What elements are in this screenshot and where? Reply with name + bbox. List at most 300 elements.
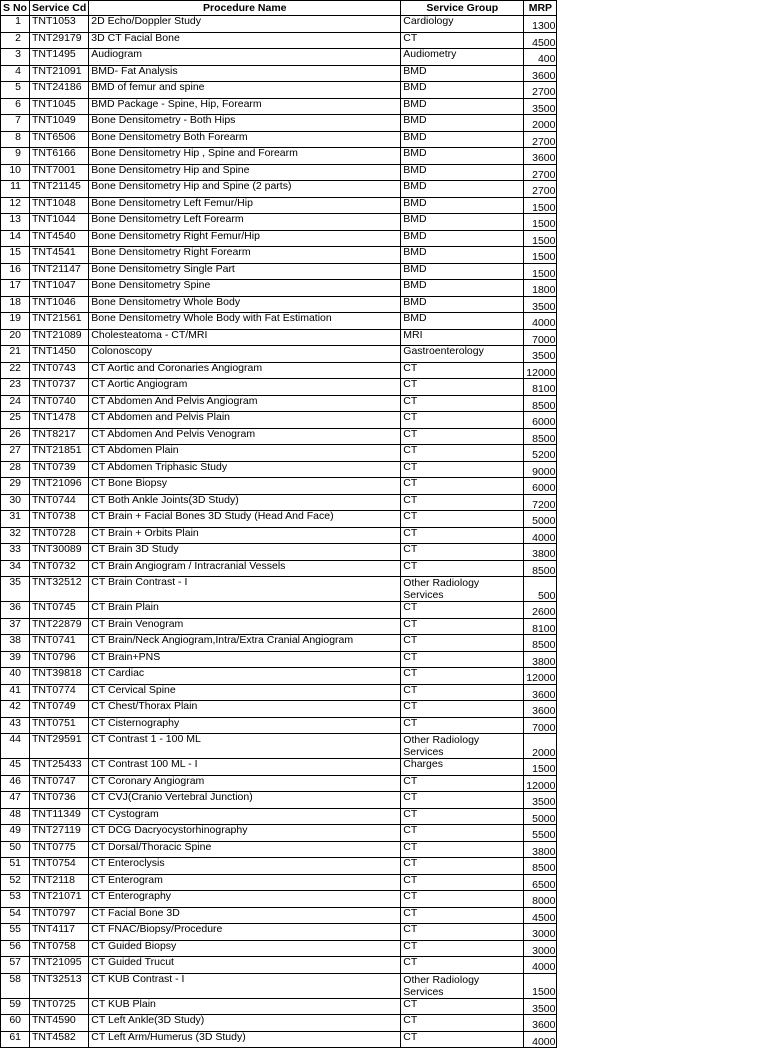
cell-service-group: CT: [401, 998, 524, 1015]
cell-procedure-name: CT Abdomen And Pelvis Venogram: [89, 428, 401, 445]
cell-service-cd: TNT21089: [30, 329, 89, 346]
cell-s-no: 54: [1, 907, 30, 924]
cell-procedure-name: CT DCG Dacryocystorhinography: [89, 825, 401, 842]
cell-mrp: 3600: [524, 148, 557, 165]
table-row: [1, 214, 557, 231]
cell-mrp: 2700: [524, 131, 557, 148]
cell-service-cd: TNT0738: [30, 511, 89, 528]
cell-service-group: CT: [401, 858, 524, 875]
cell-service-cd: TNT1049: [30, 115, 89, 132]
cell-procedure-name: Bone Densitometry Hip and Spine: [89, 164, 401, 181]
cell-service-cd: TNT11349: [30, 808, 89, 825]
cell-service-cd: TNT21071: [30, 891, 89, 908]
cell-mrp: 2700: [524, 82, 557, 99]
cell-procedure-name: CT Enterography: [89, 891, 401, 908]
cell-service-group: [401, 973, 524, 998]
cell-mrp: 2700: [524, 181, 557, 198]
cell-s-no: 19: [1, 313, 30, 330]
cell-procedure-name: CT Both Ankle Joints(3D Study): [89, 494, 401, 511]
cell-service-cd: TNT1053: [30, 16, 89, 33]
cell-service-group: CT: [401, 808, 524, 825]
cell-service-group: CT: [401, 775, 524, 792]
cell-service-group: Charges: [401, 759, 524, 776]
table-row: [1, 32, 557, 49]
cell-service-group: CT: [401, 461, 524, 478]
table-row: [1, 230, 557, 247]
table-row: [1, 858, 557, 875]
cell-mrp: 1500: [524, 197, 557, 214]
cell-procedure-name: Bone Densitometry Whole Body: [89, 296, 401, 313]
cell-service-group: MRI: [401, 329, 524, 346]
cell-procedure-name: BMD- Fat Analysis: [89, 65, 401, 82]
table-row: [1, 461, 557, 478]
cell-mrp: 1500: [524, 230, 557, 247]
table-row: [1, 362, 557, 379]
cell-service-group: BMD: [401, 148, 524, 165]
cell-mrp: 4500: [524, 907, 557, 924]
cell-service-group: CT: [401, 395, 524, 412]
cell-service-cd: TNT22879: [30, 618, 89, 635]
cell-service-cd: TNT0732: [30, 560, 89, 577]
cell-mrp: 8100: [524, 379, 557, 396]
cell-service-group: CT: [401, 684, 524, 701]
table-row: [1, 148, 557, 165]
table-row: [1, 701, 557, 718]
cell-s-no: 11: [1, 181, 30, 198]
cell-s-no: 39: [1, 651, 30, 668]
cell-service-cd: TNT29179: [30, 32, 89, 49]
cell-service-cd: TNT21091: [30, 65, 89, 82]
cell-s-no: 26: [1, 428, 30, 445]
cell-s-no: 32: [1, 527, 30, 544]
cell-service-cd: TNT32513: [30, 973, 89, 998]
cell-mrp: 3500: [524, 998, 557, 1015]
cell-mrp: 1500: [524, 759, 557, 776]
cell-mrp: 2600: [524, 602, 557, 619]
cell-service-group: CT: [401, 478, 524, 495]
table-row: [1, 734, 557, 759]
table-row: [1, 998, 557, 1015]
cell-mrp: 3800: [524, 544, 557, 561]
table-row: [1, 313, 557, 330]
cell-procedure-name: CT Brain Venogram: [89, 618, 401, 635]
cell-procedure-name: CT Left Arm/Humerus (3D Study): [89, 1031, 401, 1048]
cell-procedure-name: Colonoscopy: [89, 346, 401, 363]
cell-procedure-name: CT Cardiac: [89, 668, 401, 685]
cell-service-cd: TNT1478: [30, 412, 89, 429]
table-row: [1, 511, 557, 528]
cell-s-no: 59: [1, 998, 30, 1015]
cell-service-group: BMD: [401, 82, 524, 99]
cell-service-group: CT: [401, 445, 524, 462]
cell-service-cd: TNT0740: [30, 395, 89, 412]
cell-mrp: 4000: [524, 957, 557, 974]
cell-service-group: CT: [401, 874, 524, 891]
cell-s-no: 60: [1, 1015, 30, 1032]
service-group-wrapped-text: Other Radiology Services: [403, 973, 480, 998]
cell-service-cd: TNT0745: [30, 602, 89, 619]
table-row: [1, 560, 557, 577]
cell-service-cd: TNT1045: [30, 98, 89, 115]
cell-service-group: BMD: [401, 164, 524, 181]
cell-procedure-name: CT Aortic Angiogram: [89, 379, 401, 396]
cell-procedure-name: CT Abdomen Plain: [89, 445, 401, 462]
cell-service-group: CT: [401, 511, 524, 528]
cell-s-no: 5: [1, 82, 30, 99]
cell-s-no: 29: [1, 478, 30, 495]
cell-service-group: CT: [401, 560, 524, 577]
cell-procedure-name: Bone Densitometry Hip and Spine (2 parts): [89, 181, 401, 198]
table-row: [1, 759, 557, 776]
cell-mrp: 7000: [524, 329, 557, 346]
cell-mrp: 400: [524, 49, 557, 66]
cell-mrp: 500: [524, 577, 557, 602]
table-row: [1, 1031, 557, 1048]
cell-procedure-name: CT Abdomen Triphasic Study: [89, 461, 401, 478]
cell-s-no: 43: [1, 717, 30, 734]
cell-procedure-name: CT Brain Angiogram / Intracranial Vessels: [89, 560, 401, 577]
cell-service-cd: TNT0774: [30, 684, 89, 701]
cell-service-cd: TNT2118: [30, 874, 89, 891]
service-group-wrapped-text: Other Radiology Services: [403, 734, 480, 758]
cell-service-group: BMD: [401, 181, 524, 198]
table-row: [1, 247, 557, 264]
cell-service-cd: TNT4590: [30, 1015, 89, 1032]
cell-procedure-name: CT FNAC/Biopsy/Procedure: [89, 924, 401, 941]
table-row: [1, 197, 557, 214]
cell-procedure-name: CT Brain + Facial Bones 3D Study (Head And Face): [89, 511, 401, 528]
table-row: [1, 1015, 557, 1032]
cell-mrp: 3500: [524, 98, 557, 115]
cell-s-no: 16: [1, 263, 30, 280]
cell-service-group: CT: [401, 940, 524, 957]
table-row: [1, 618, 557, 635]
cell-procedure-name: BMD of femur and spine: [89, 82, 401, 99]
table-row: [1, 775, 557, 792]
cell-service-group: Cardiology: [401, 16, 524, 33]
cell-service-cd: TNT0744: [30, 494, 89, 511]
cell-s-no: 49: [1, 825, 30, 842]
cell-mrp: 8500: [524, 858, 557, 875]
cell-service-group: CT: [401, 379, 524, 396]
cell-procedure-name: CT Coronary Angiogram: [89, 775, 401, 792]
cell-mrp: 2000: [524, 115, 557, 132]
cell-s-no: 47: [1, 792, 30, 809]
cell-s-no: 3: [1, 49, 30, 66]
cell-service-cd: TNT0758: [30, 940, 89, 957]
cell-s-no: 45: [1, 759, 30, 776]
cell-service-cd: TNT0775: [30, 841, 89, 858]
table-row: [1, 544, 557, 561]
cell-service-group: CT: [401, 651, 524, 668]
cell-mrp: 9000: [524, 461, 557, 478]
table-row: [1, 82, 557, 99]
cell-service-group: BMD: [401, 313, 524, 330]
cell-procedure-name: Bone Densitometry Left Forearm: [89, 214, 401, 231]
cell-procedure-name: Bone Densitometry - Both Hips: [89, 115, 401, 132]
cell-procedure-name: Audiogram: [89, 49, 401, 66]
cell-s-no: 10: [1, 164, 30, 181]
cell-s-no: 46: [1, 775, 30, 792]
table-row: [1, 428, 557, 445]
cell-mrp: 5000: [524, 511, 557, 528]
cell-procedure-name: CT CVJ(Cranio Vertebral Junction): [89, 792, 401, 809]
table-row: [1, 924, 557, 941]
cell-s-no: 1: [1, 16, 30, 33]
cell-mrp: 12000: [524, 668, 557, 685]
cell-procedure-name: 3D CT Facial Bone: [89, 32, 401, 49]
cell-service-group: BMD: [401, 197, 524, 214]
cell-procedure-name: CT Brain Plain: [89, 602, 401, 619]
cell-procedure-name: Bone Densitometry Single Part: [89, 263, 401, 280]
header-service-cd: Service Cd: [30, 1, 89, 16]
cell-service-cd: TNT21147: [30, 263, 89, 280]
cell-procedure-name: CT Aortic and Coronaries Angiogram: [89, 362, 401, 379]
cell-s-no: 37: [1, 618, 30, 635]
cell-procedure-name: CT Contrast 1 - 100 ML: [89, 734, 401, 759]
table-row: [1, 494, 557, 511]
cell-service-group: CT: [401, 792, 524, 809]
cell-service-group: CT: [401, 1015, 524, 1032]
cell-procedure-name: CT Guided Biopsy: [89, 940, 401, 957]
cell-s-no: 2: [1, 32, 30, 49]
cell-procedure-name: CT Left Ankle(3D Study): [89, 1015, 401, 1032]
table-row: [1, 181, 557, 198]
cell-s-no: 13: [1, 214, 30, 231]
table-row: [1, 841, 557, 858]
cell-s-no: 55: [1, 924, 30, 941]
cell-service-group: CT: [401, 701, 524, 718]
cell-service-group: CT: [401, 362, 524, 379]
cell-s-no: 33: [1, 544, 30, 561]
table-row: [1, 973, 557, 998]
table-row: [1, 346, 557, 363]
cell-s-no: 4: [1, 65, 30, 82]
table-row: [1, 651, 557, 668]
cell-mrp: 5500: [524, 825, 557, 842]
cell-service-cd: TNT1047: [30, 280, 89, 297]
cell-mrp: 1500: [524, 263, 557, 280]
cell-s-no: 56: [1, 940, 30, 957]
cell-procedure-name: Bone Densitometry Spine: [89, 280, 401, 297]
header-row: [1, 1, 557, 16]
cell-service-cd: TNT4540: [30, 230, 89, 247]
cell-service-group: Audiometry: [401, 49, 524, 66]
cell-service-cd: TNT0749: [30, 701, 89, 718]
cell-mrp: 1500: [524, 973, 557, 998]
cell-s-no: 61: [1, 1031, 30, 1048]
cell-s-no: 35: [1, 577, 30, 602]
cell-mrp: 3600: [524, 684, 557, 701]
cell-service-cd: TNT4541: [30, 247, 89, 264]
cell-procedure-name: CT Guided Trucut: [89, 957, 401, 974]
cell-mrp: 1500: [524, 214, 557, 231]
cell-s-no: 28: [1, 461, 30, 478]
table-row: [1, 717, 557, 734]
table-row: [1, 907, 557, 924]
cell-procedure-name: CT Cisternography: [89, 717, 401, 734]
cell-service-cd: TNT1495: [30, 49, 89, 66]
table-row: [1, 329, 557, 346]
cell-service-group: CT: [401, 825, 524, 842]
cell-mrp: 3500: [524, 346, 557, 363]
cell-procedure-name: CT Contrast 100 ML - I: [89, 759, 401, 776]
table-row: [1, 527, 557, 544]
cell-s-no: 15: [1, 247, 30, 264]
cell-mrp: 4500: [524, 32, 557, 49]
cell-procedure-name: CT Facial Bone 3D: [89, 907, 401, 924]
cell-s-no: 27: [1, 445, 30, 462]
cell-service-group: CT: [401, 602, 524, 619]
cell-mrp: 4000: [524, 527, 557, 544]
cell-service-cd: TNT21851: [30, 445, 89, 462]
cell-s-no: 20: [1, 329, 30, 346]
cell-service-group: CT: [401, 544, 524, 561]
cell-s-no: 6: [1, 98, 30, 115]
cell-s-no: 38: [1, 635, 30, 652]
cell-procedure-name: Cholesteatoma - CT/MRI: [89, 329, 401, 346]
cell-s-no: 24: [1, 395, 30, 412]
cell-service-cd: TNT0796: [30, 651, 89, 668]
table-body: [1, 16, 557, 1048]
cell-mrp: 7000: [524, 717, 557, 734]
cell-service-cd: TNT7001: [30, 164, 89, 181]
cell-service-cd: TNT24186: [30, 82, 89, 99]
cell-s-no: 51: [1, 858, 30, 875]
cell-service-cd: TNT6166: [30, 148, 89, 165]
cell-mrp: 8500: [524, 428, 557, 445]
cell-mrp: 6000: [524, 478, 557, 495]
cell-s-no: 17: [1, 280, 30, 297]
cell-service-cd: TNT1048: [30, 197, 89, 214]
cell-service-cd: TNT1450: [30, 346, 89, 363]
cell-service-group: BMD: [401, 131, 524, 148]
table-row: [1, 808, 557, 825]
cell-service-group: CT: [401, 428, 524, 445]
cell-service-cd: TNT0728: [30, 527, 89, 544]
cell-procedure-name: Bone Densitometry Left Femur/Hip: [89, 197, 401, 214]
cell-procedure-name: CT Brain/Neck Angiogram,Intra/Extra Cranial Angiogram: [89, 635, 401, 652]
cell-procedure-name: Bone Densitometry Whole Body with Fat Estimation: [89, 313, 401, 330]
cell-service-cd: TNT1044: [30, 214, 89, 231]
cell-service-group: CT: [401, 412, 524, 429]
cell-mrp: 8100: [524, 618, 557, 635]
cell-s-no: 52: [1, 874, 30, 891]
cell-service-cd: TNT0737: [30, 379, 89, 396]
cell-service-group: CT: [401, 907, 524, 924]
cell-service-cd: TNT6506: [30, 131, 89, 148]
cell-service-cd: TNT21561: [30, 313, 89, 330]
cell-service-cd: TNT21096: [30, 478, 89, 495]
table-row: [1, 280, 557, 297]
cell-service-group: [401, 577, 524, 602]
cell-service-group: BMD: [401, 247, 524, 264]
cell-service-group: CT: [401, 841, 524, 858]
cell-service-cd: TNT0739: [30, 461, 89, 478]
cell-procedure-name: CT Enterogram: [89, 874, 401, 891]
cell-service-cd: TNT0736: [30, 792, 89, 809]
table-row: [1, 445, 557, 462]
cell-s-no: 36: [1, 602, 30, 619]
cell-procedure-name: CT Enteroclysis: [89, 858, 401, 875]
cell-service-group: Gastroenterology: [401, 346, 524, 363]
cell-service-group: CT: [401, 494, 524, 511]
cell-procedure-name: CT Abdomen and Pelvis Plain: [89, 412, 401, 429]
cell-procedure-name: BMD Package - Spine, Hip, Forearm: [89, 98, 401, 115]
cell-mrp: 3600: [524, 701, 557, 718]
cell-procedure-name: CT Brain Contrast - I: [89, 577, 401, 602]
cell-service-group: BMD: [401, 280, 524, 297]
cell-mrp: 3000: [524, 924, 557, 941]
cell-service-cd: TNT27119: [30, 825, 89, 842]
table-row: [1, 395, 557, 412]
cell-s-no: 22: [1, 362, 30, 379]
cell-service-group: CT: [401, 924, 524, 941]
cell-service-cd: TNT0754: [30, 858, 89, 875]
cell-s-no: 23: [1, 379, 30, 396]
cell-service-group: CT: [401, 1031, 524, 1048]
cell-s-no: 58: [1, 973, 30, 998]
cell-mrp: 3600: [524, 1015, 557, 1032]
cell-service-group: BMD: [401, 263, 524, 280]
cell-service-cd: TNT1046: [30, 296, 89, 313]
cell-mrp: 8000: [524, 891, 557, 908]
cell-procedure-name: CT Brain+PNS: [89, 651, 401, 668]
cell-service-group: CT: [401, 527, 524, 544]
cell-service-cd: TNT21095: [30, 957, 89, 974]
cell-procedure-name: CT Cervical Spine: [89, 684, 401, 701]
cell-service-group: CT: [401, 957, 524, 974]
table-row: [1, 296, 557, 313]
table-row: [1, 891, 557, 908]
service-group-wrapped-text: Other Radiology Services: [403, 577, 480, 601]
cell-procedure-name: CT KUB Plain: [89, 998, 401, 1015]
header-procedure-name: Procedure Name: [89, 1, 401, 16]
table-row: [1, 98, 557, 115]
table-row: [1, 115, 557, 132]
cell-service-cd: TNT30089: [30, 544, 89, 561]
cell-mrp: 3500: [524, 792, 557, 809]
cell-procedure-name: CT Bone Biopsy: [89, 478, 401, 495]
cell-service-cd: TNT8217: [30, 428, 89, 445]
cell-service-cd: TNT25433: [30, 759, 89, 776]
table-row: [1, 635, 557, 652]
cell-mrp: 2000: [524, 734, 557, 759]
cell-mrp: 8500: [524, 635, 557, 652]
cell-service-cd: TNT0743: [30, 362, 89, 379]
cell-mrp: 12000: [524, 362, 557, 379]
cell-s-no: 14: [1, 230, 30, 247]
cell-mrp: 4000: [524, 1031, 557, 1048]
cell-s-no: 53: [1, 891, 30, 908]
header-service-group: Service Group: [401, 1, 524, 16]
cell-mrp: 8500: [524, 560, 557, 577]
cell-mrp: 4000: [524, 313, 557, 330]
cell-s-no: 9: [1, 148, 30, 165]
table-row: [1, 49, 557, 66]
cell-service-cd: TNT0741: [30, 635, 89, 652]
cell-service-group: BMD: [401, 296, 524, 313]
cell-s-no: 40: [1, 668, 30, 685]
cell-service-group: BMD: [401, 115, 524, 132]
cell-procedure-name: Bone Densitometry Hip , Spine and Forearm: [89, 148, 401, 165]
table-row: [1, 825, 557, 842]
cell-s-no: 12: [1, 197, 30, 214]
cell-service-cd: TNT32512: [30, 577, 89, 602]
table-row: [1, 957, 557, 974]
cell-mrp: 1300: [524, 16, 557, 33]
cell-service-group: CT: [401, 32, 524, 49]
